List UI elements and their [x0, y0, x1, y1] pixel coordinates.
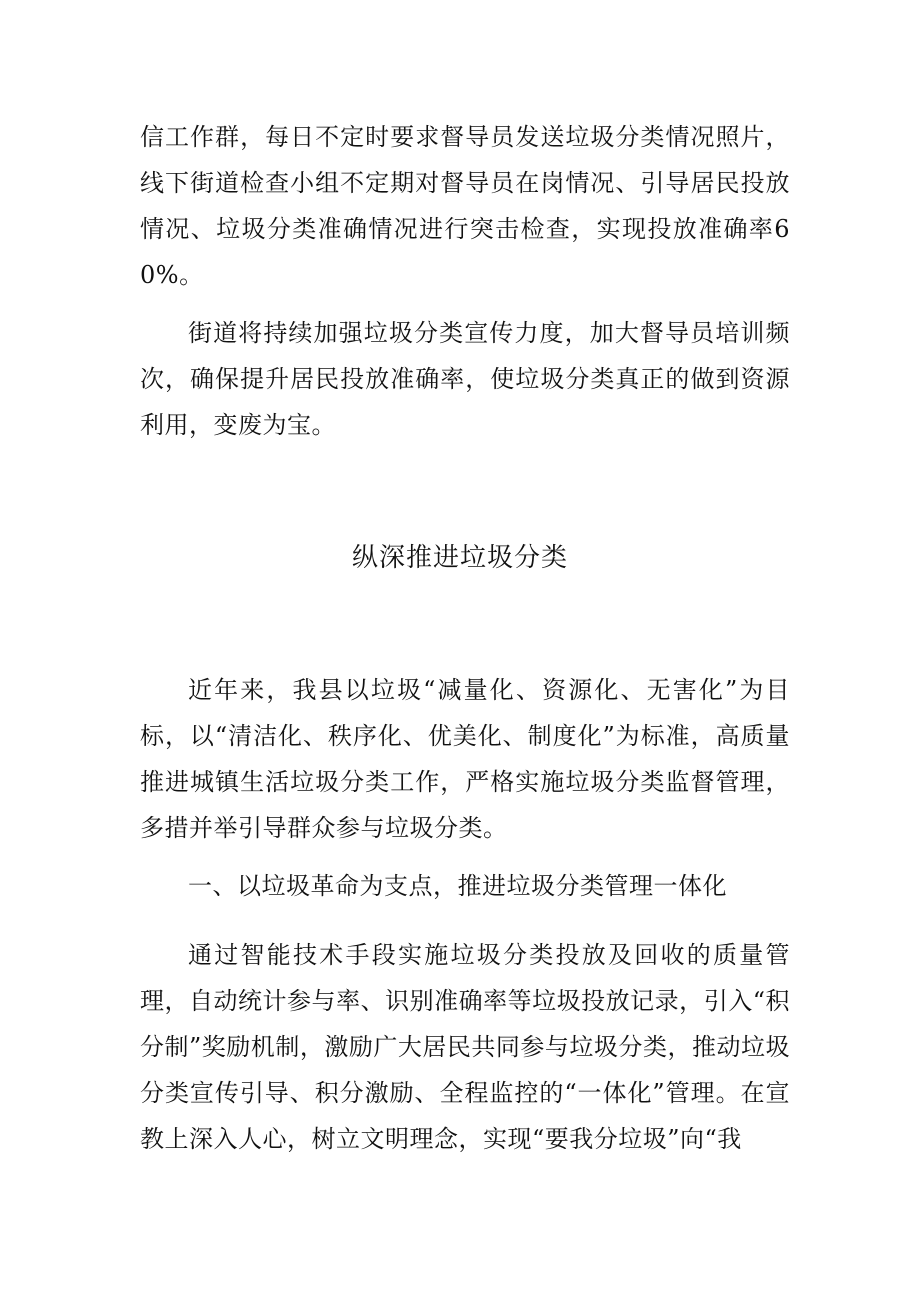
intro-paragraph: 近年来，我县以垃圾“减量化、资源化、无害化”为目标，以“清洁化、秩序化、优美化、制度化”为标准，高质量推进城镇生活垃圾分类工作，严格实施垃圾分类监督管理，多措并举引导群众参与垃圾分类。: [140, 676, 790, 842]
article-title: 纵深推进垃圾分类: [351, 543, 568, 573]
continued-paragraph: 信工作群，每日不定时要求督导员发送垃圾分类情况照片，线下街道检查小组不定期对督导员在岗情况、引导居民投放情况、垃圾分类准确情况进行突击检查，实现投放准确率60%。: [140, 123, 790, 289]
section-heading-1: 一、以垃圾革命为支点，推进垃圾分类管理一体化: [188, 872, 727, 900]
closing-paragraph: 街道将持续加强垃圾分类宣传力度，加大督导员培训频次，确保提升居民投放准确率，使垃圾分类真正的做到资源利用，变废为宝。: [140, 319, 790, 439]
section-paragraph-1: 通过智能技术手段实施垃圾分类投放及回收的质量管理，自动统计参与率、识别准确率等垃圾投放记录，引入“积分制”奖励机制，激励广大居民共同参与垃圾分类，推动垃圾分类宣传引导、积分激励、全程监控的“一体化”管理。在宣教上深入人心，树立文明理念，实现“要我分垃圾”向“我: [140, 941, 790, 1153]
